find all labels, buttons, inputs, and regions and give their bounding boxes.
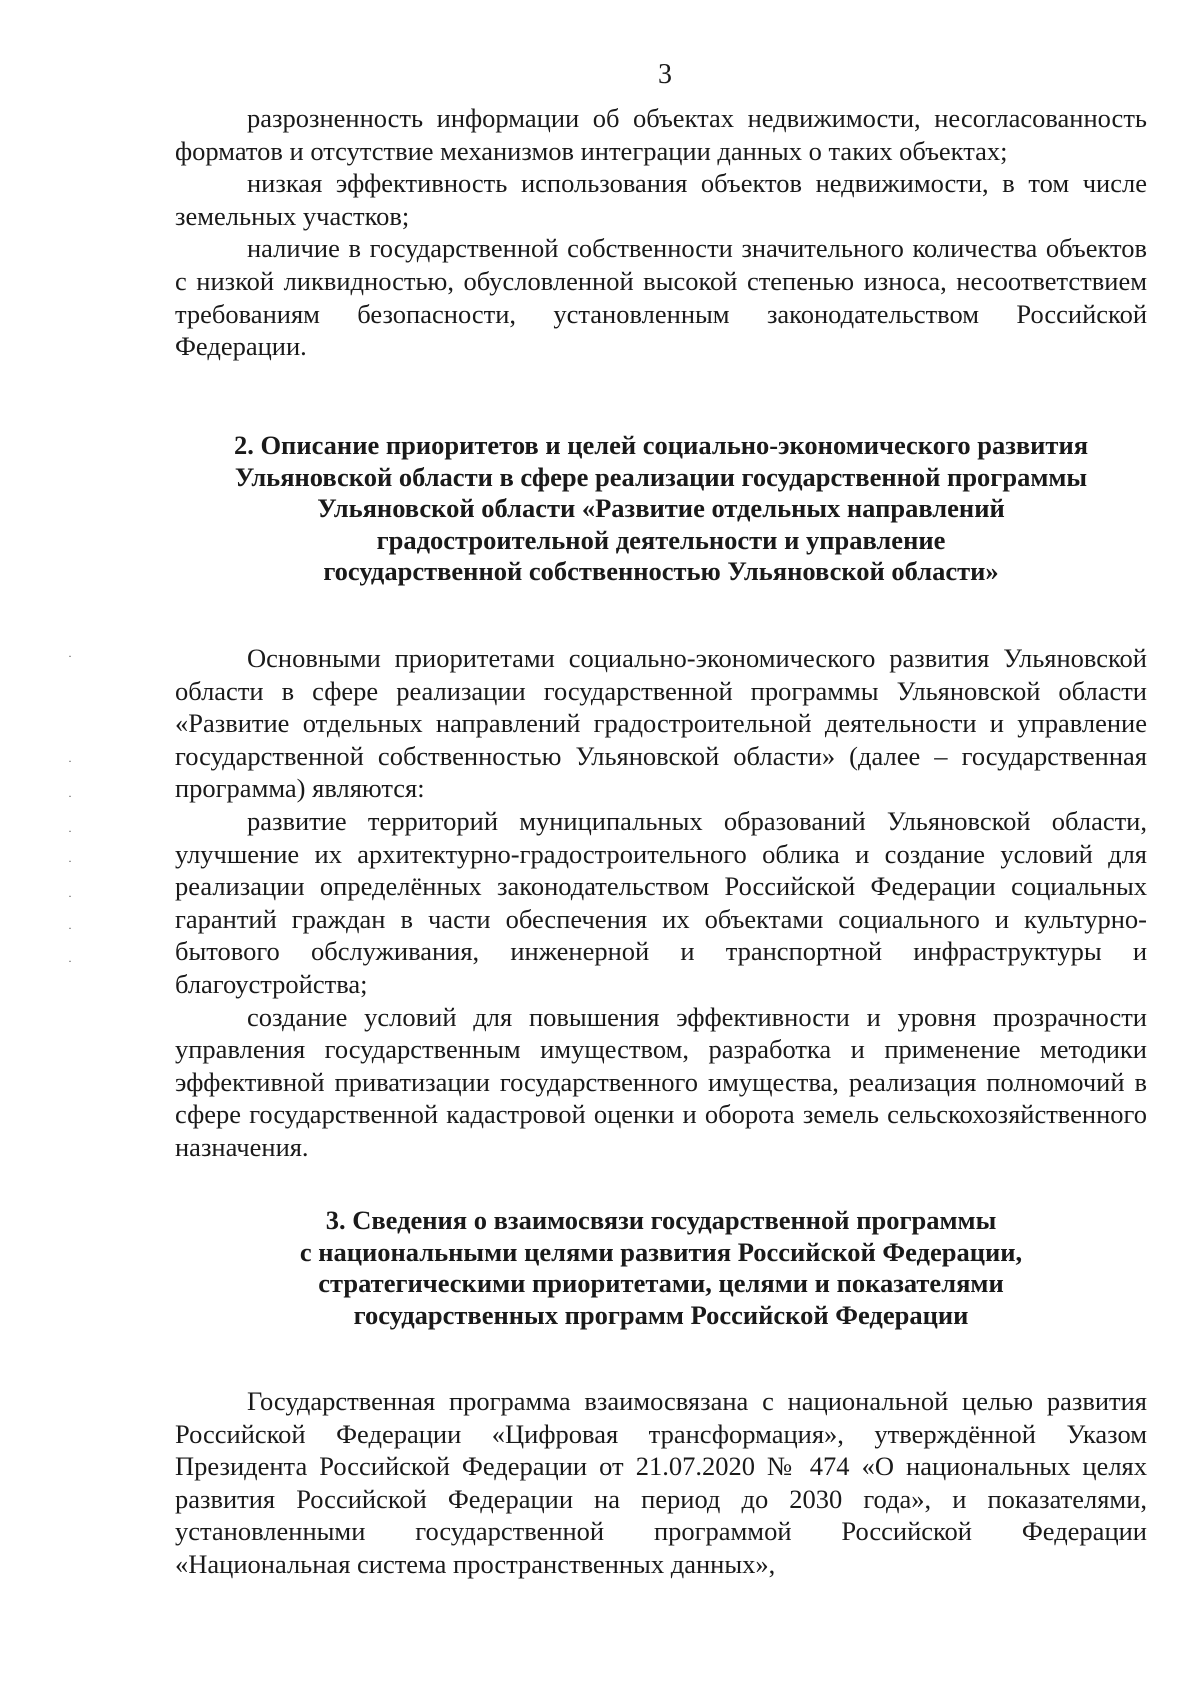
section-3-text-block [175,1385,1147,1581]
scan-speck: · [68,754,72,768]
intro-text-block [175,102,1147,363]
paragraph: наличие в государственной собственности значительного количества объектов с низкой ликвидностью, обусловленной высокой степенью износа, несоответствием требованиям безопасности, установленным законодательством Российской Федерации. [175,233,1147,362]
scan-speck: · [68,854,72,868]
paragraph: низкая эффективность использования объектов недвижимости, в том числе земельных участков; [175,168,1147,231]
section-2-text-block [175,642,1147,1164]
scan-speck: · [68,789,72,803]
section-3-heading: 3. Сведения о взаимосвязи государственной программы с национальными целями развития Российской Федерации, стратегическими приоритетами, целями и показателями государственных программ Российской Федерации [299,1205,1023,1330]
section-2-heading: 2. Описание приоритетов и целей социально-экономического развития Ульяновской области в сфере реализации государственной программы Ульяновской области «Развитие отдельных направлений градостроительной деятельности и управление государственной собственностью Ульяновской области» [233,430,1089,586]
scan-speck: · [68,649,72,663]
scan-speck: · [68,824,72,838]
paragraph: Основными приоритетами социально-экономического развития Ульяновской области в сфере реализации государственной программы Ульяновской области «Развитие отдельных направлений градостроительной деятельности и управление государственной собственностью Ульяновской области» (далее – государственная программа) являются: [175,643,1147,804]
scan-speck: · [68,954,72,968]
paragraph: разрозненность информации об объектах недвижимости, несогласованность форматов и отсутствие механизмов интеграции данных о таких объектах; [175,103,1147,166]
page-number: 3 [658,59,672,90]
paragraph: создание условий для повышения эффективности и уровня прозрачности управления государственным имуществом, разработка и применение методики эффективной приватизации государственного имущества, реализация полномочий в сфере государственной кадастровой оценки и оборота земель сельскохозяйственного назначения. [175,1001,1147,1162]
paragraph: Государственная программа взаимосвязана с национальной целью развития Российской Федерации «Цифровая трансформация», утверждённой Указом Президента Российской Федерации от 21.07.2020 № 474 «О национальных целях развития Российской Федерации на период до 2030 года», и показателями, установленными государственной программой Российской Федерации «Национальная система пространственных данных», [175,1386,1147,1579]
scan-speck: · [68,921,72,935]
scan-speck: · [68,889,72,903]
paragraph: развитие территорий муниципальных образований Ульяновской области, улучшение их архитектурно-градостроительного облика и создание условий для реализации определённых законодательством Российской Федерации социальных гарантий граждан в части обеспечения их объектами социального и культурно-бытового обслуживания, инженерной и транспортной инфраструктуры и благоустройства; [175,805,1147,999]
